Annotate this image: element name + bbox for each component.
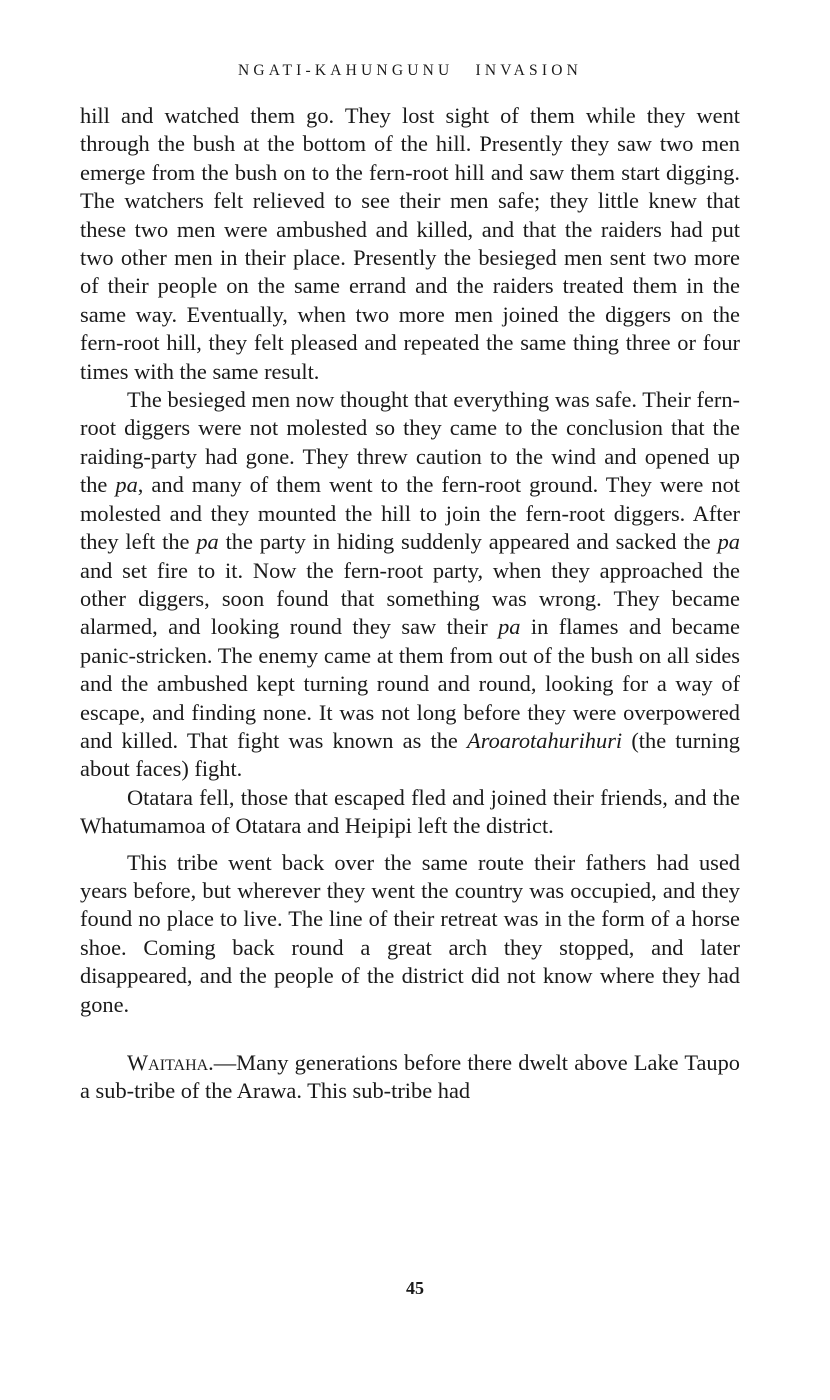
paragraph-2 — [80, 386, 740, 784]
paragraph-3: Otatara fell, those that escaped fled and joined their friends, and the Whatumamoa of Otatara and Heipipi left the district. — [80, 784, 740, 839]
paragraph-2-text-b: , and many of them went to the fern-root ground. They were not molested and they mounted the hill to join the fern-root diggers. After they left the — [80, 472, 741, 555]
pa-term: pa — [196, 529, 219, 555]
section-heading: Waitaha. — [127, 1050, 214, 1075]
paragraph-2-text-f: (the turning about faces) fight. — [80, 727, 740, 782]
paragraph-2-text-e: in flames and became panic-stricken. The enemy came at them from out of the bush on all sides and the ambushed kept turning round and round, looking for a way of escape, and finding none. It was not long before they were overpowered and killed. That fight was known as the — [80, 614, 740, 753]
pa-term: pa — [717, 529, 740, 555]
paragraph-5-text: —Many generations before there dwelt above Lake Taupo a sub-tribe of the Arawa. This sub-tribe had — [80, 1050, 740, 1104]
paragraph-4: This tribe went back over the same route their fathers had used years before, but wherever they went the country was occupied, and they found no place to live. The line of their retreat was in the form of a horse shoe. Coming back round a great arch they stopped, and later disappeared, and the people of the district did not know where they had gone. — [80, 849, 740, 1017]
book-page — [80, 62, 740, 1106]
paragraph-1: hill and watched them go. They lost sight of them while they went through the bush at the bottom of the hill. Presently they saw two men emerge from the bush on to the fern-root hill and saw them start digging. The watchers felt relieved to see their men safe; they little knew that these two men were ambushed and killed, and that the raiders had put two other men in their place. Presently the besieged men sent two more of their people on the same errand and the raiders treated them in the same way. Eventually, when two more men joined the diggers on the fern-root hill, they felt pleased and repeated the same thing three or four times with the same result. — [80, 103, 740, 384]
running-head: NGATI-KAHUNGUNU INVASION — [238, 62, 582, 79]
fight-name: Aroarotahurihuri — [467, 727, 623, 753]
paragraph-2-text-c: the party in hiding suddenly appeared and sacked the — [218, 529, 718, 555]
pa-term: pa — [115, 472, 138, 498]
paragraph-2-text-d: and set fire to it. Now the fern-root party, when they approached the other diggers, soon found that something was wrong. They became alarmed, and looking round they saw their — [80, 557, 740, 640]
page-number: 45 — [406, 1278, 424, 1298]
paragraph-2-text-a: The besieged men now thought that everything was safe. Their fern-root diggers were not molested so they came to the conclusion that the raiding-party had gone. They threw caution to the wind and opened up the — [80, 387, 740, 498]
pa-term: pa — [498, 614, 521, 640]
paragraph-5 — [80, 1049, 740, 1106]
